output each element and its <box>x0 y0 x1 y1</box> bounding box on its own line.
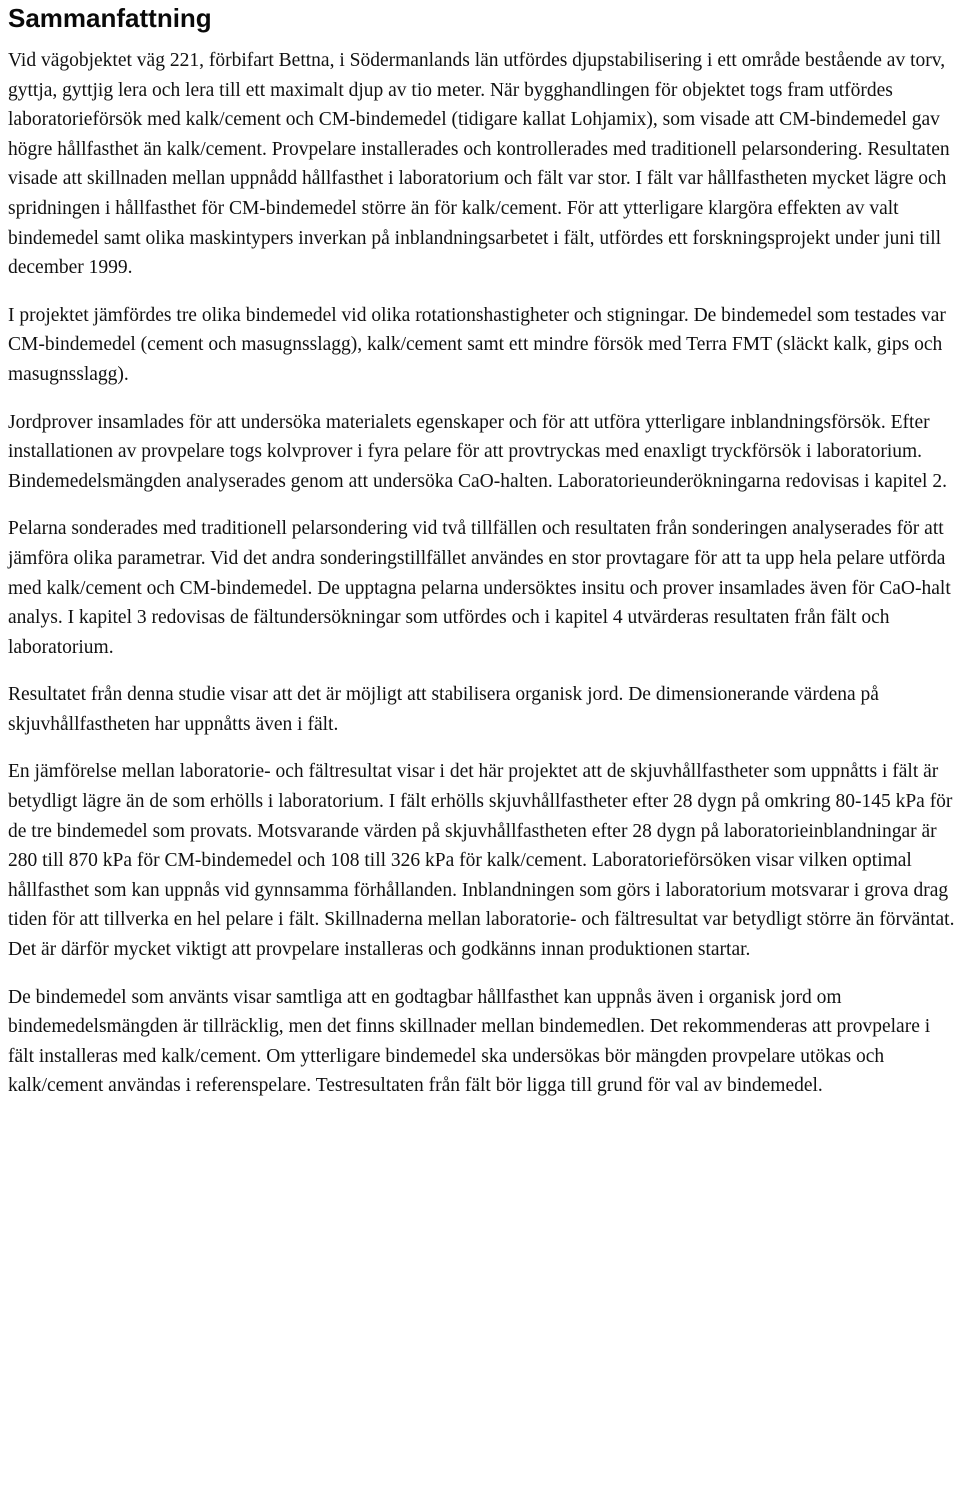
paragraph-3: Jordprover insamlades för att undersöka materialets egenskaper och för att utföra ytterligare inblandningsförsök. Efter installationen av provpelare togs kolvprover i fyra pelare för att provtryckas med enaxligt tryckförsök i laboratorium. Bindemedelsmängden analyserades genom att undersöka CaO-halten. Laboratorieunderökningarna redovisas i kapitel 2. <box>8 411 947 492</box>
paragraph-6: En jämförelse mellan laboratorie- och fältresultat visar i det här projektet att de skjuvhållfastheter som uppnåtts i fält är betydligt lägre än de som erhölls i laboratorium. I fält erhölls skjuvhållfastheter efter 28 dygn på omkring 80-145 kPa för de tre bindemedel som provats. Motsvarande värden på skjuvhållfastheten efter 28 dygn på laboratorieinblandningar är 280 till 870 kPa för CM-bindemedel och 108 till 326 kPa för kalk/cement. Laboratorieförsöken visar vilken optimal hållfasthet som kan uppnås vid gynnsamma förhållanden. Inblandningen som görs i laboratorium motsvarar i grova drag tiden för att tillverka en hel pelare i fält. Skillnaderna mellan laboratorie- och fältresultat var betydligt större än förväntat. Det är därför mycket viktigt att provpelare installeras och godkänns innan produktionen startar. <box>8 761 955 961</box>
paragraph-7: De bindemedel som använts visar samtliga att en godtagbar hållfasthet kan uppnås även i organisk jord om bindemedelsmängden är tillräcklig, men det finns skillnader mellan bindemedlen. Det rekommenderas att provpelare i fält installeras med kalk/cement. Om ytterligare bindemedel ska undersökas bör mängden provpelare utökas och kalk/cement användas i referenspelare. Testresultaten från fält bör ligga till grund för val av bindemedel. <box>8 986 931 1097</box>
paragraph-5: Resultatet från denna studie visar att det är möjligt att stabilisera organisk jord. De dimensionerande värdena på skjuvhållfastheten har uppnåtts även i fält. <box>8 684 879 735</box>
document-page <box>8 0 958 1101</box>
summary-body <box>8 46 958 1101</box>
page-title: Sammanfattning <box>8 3 212 33</box>
paragraph-2: I projektet jämfördes tre olika bindemedel vid olika rotationshastigheter och stigningar. De bindemedel som testades var CM-bindemedel (cement och masugnsslagg), kalk/cement samt ett mindre försök med Terra FMT (släckt kalk, gips och masugnsslagg). <box>8 304 946 385</box>
paragraph-4: Pelarna sonderades med traditionell pelarsondering vid två tillfällen och resultaten från sonderingen analyserades för att jämföra olika parametrar. Vid det andra sonderingstillfället användes en stor provtagare för att ta upp hela pelare utförda med kalk/cement och CM-bindemedel. De upptagna pelarna undersöktes insitu och prover insamlades även för CaO-halt analys. I kapitel 3 redovisas de fältundersökningar som utfördes och i kapitel 4 utvärderas resultaten från fält och laboratorium. <box>8 518 951 658</box>
paragraph-1: Vid vägobjektet väg 221, förbifart Bettna, i Södermanlands län utfördes djupstabilisering i ett område bestående av torv, gyttja, gyttjig lera och lera till ett maximalt djup av tio meter. När bygghandlingen för objektet togs fram utfördes laboratorieförsök med kalk/cement och CM-bindemedel (tidigare kallat Lohjamix), som visade att CM-bindemedel gav högre hållfasthet än kalk/cement. Provpelare installerades och kontrollerades med traditionell pelarsondering. Resultaten visade att skillnaden mellan uppnådd hållfasthet i laboratorium och fält var stor. I fält var hållfastheten mycket lägre och spridningen i hållfasthet för CM-bindemedel större än för kalk/cement. För att ytterligare klargöra effekten av valt bindemedel samt olika maskintypers inverkan på inblandningsarbetet i fält, utfördes ett forskningsprojekt under juni till december 1999. <box>8 50 950 279</box>
